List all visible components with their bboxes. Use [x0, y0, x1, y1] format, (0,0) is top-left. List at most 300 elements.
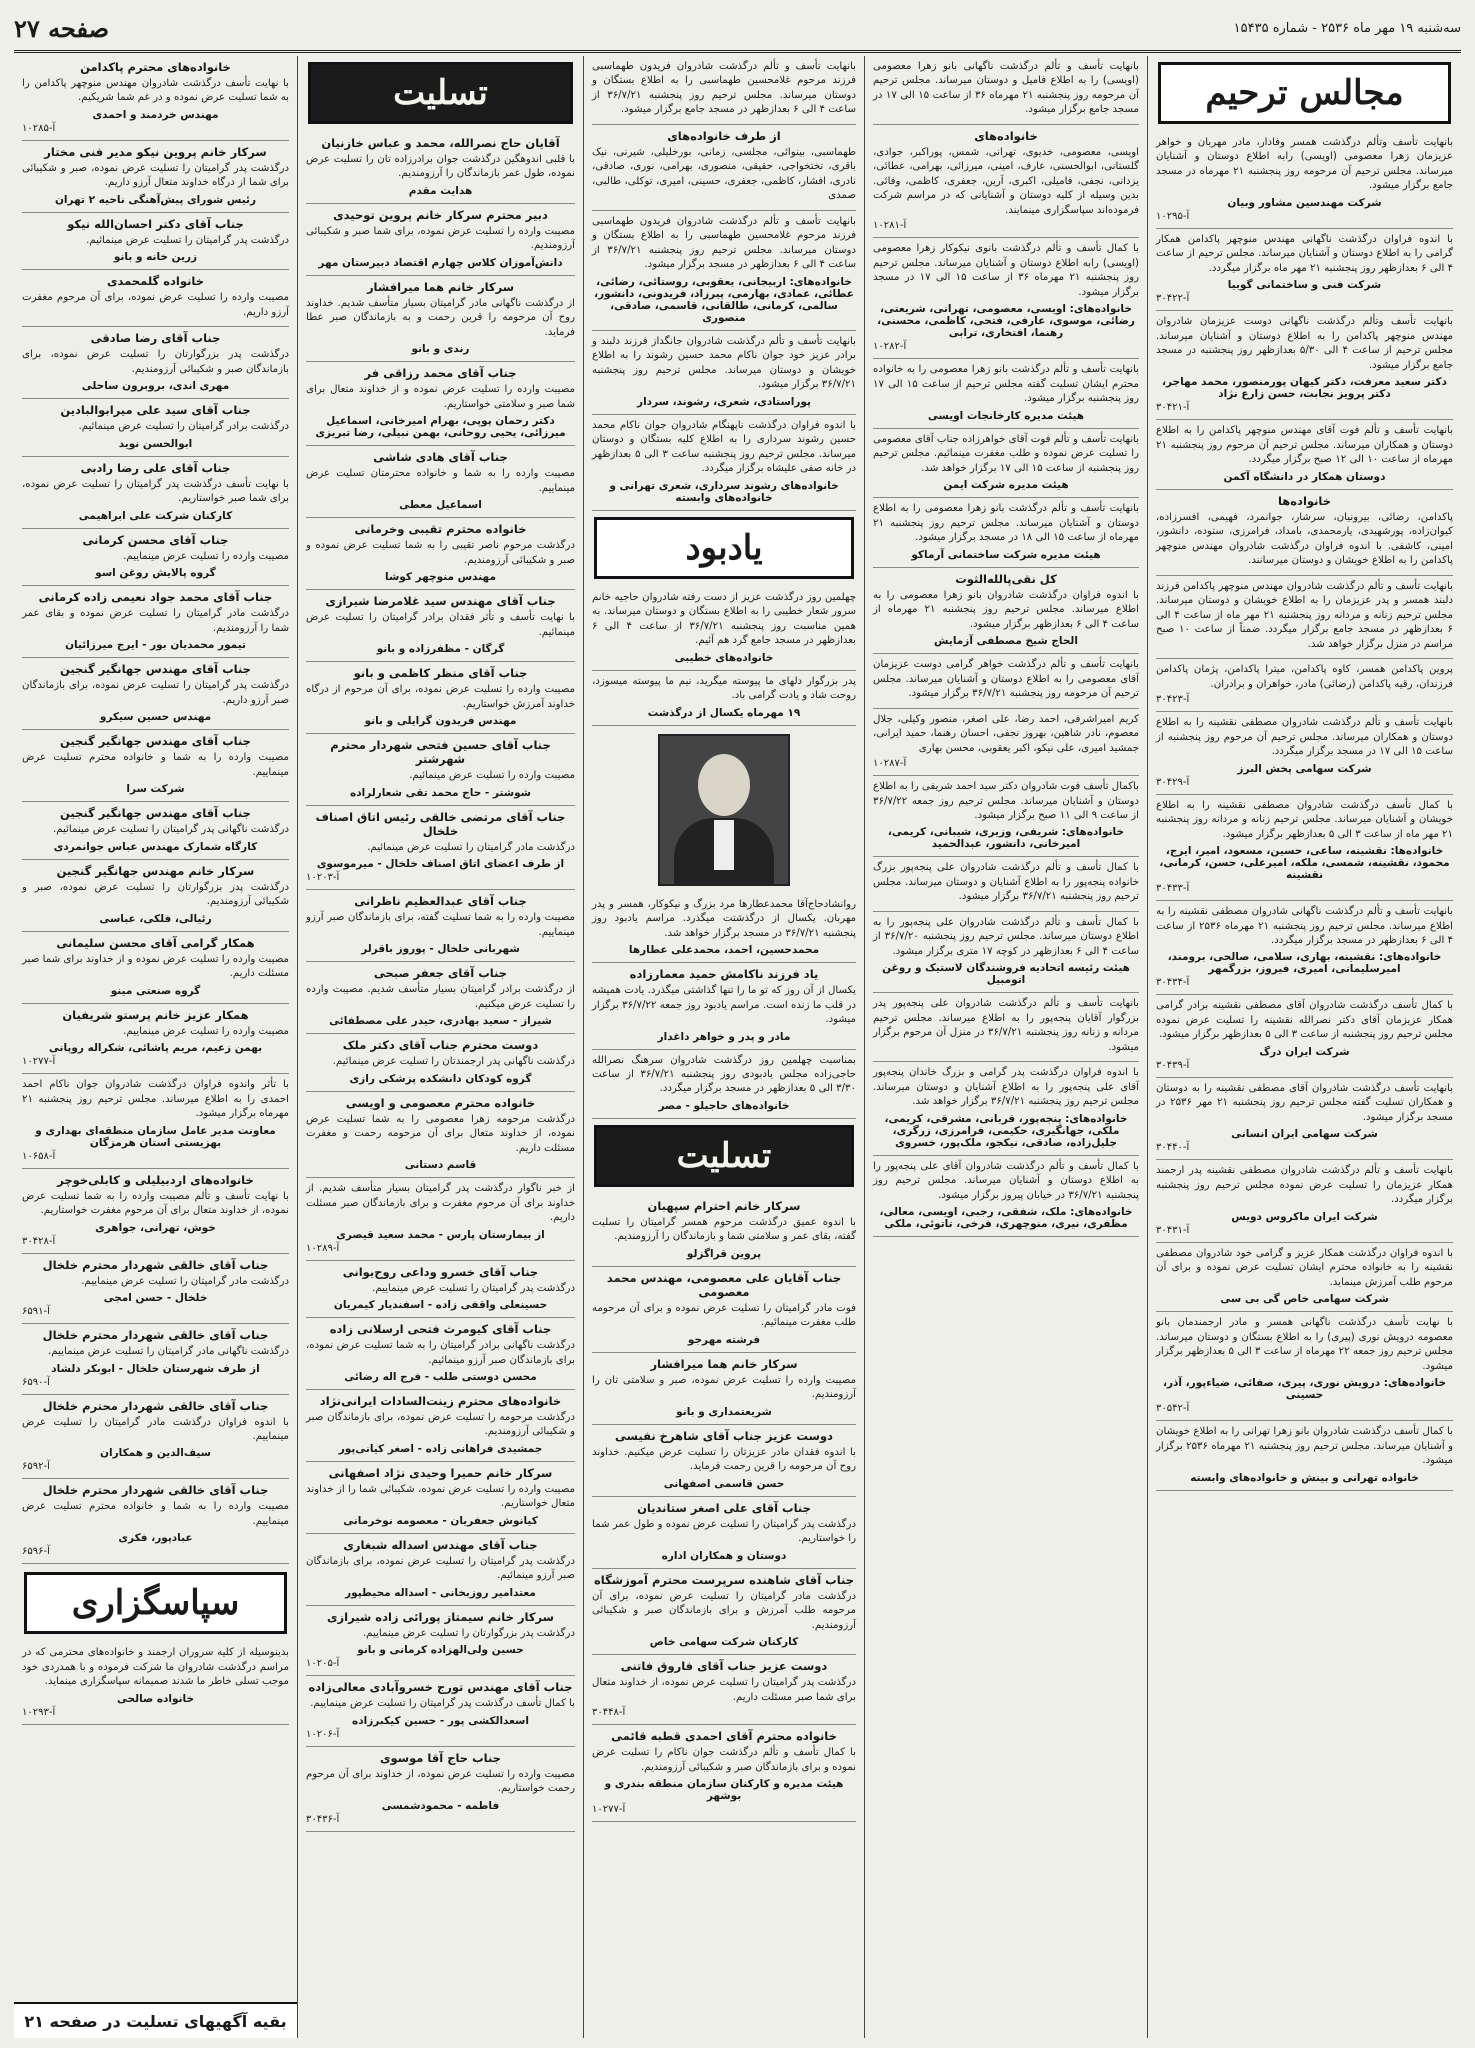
notice-signature: شیراز - سعید بهادری، حیدر علی مصطفائی — [329, 1015, 552, 1028]
notice-body: با اندوه عمیق درگذشت مرحوم همسر گرامیتان را تسلیت گفته، بقای عمر و سلامتی شما و بازماندگان را آرزومندیم. — [592, 1216, 856, 1243]
notice-body: درگذشت مادر گرامیتان را تسلیت عرض مینمائیم. — [367, 841, 575, 853]
notice — [873, 912, 1139, 993]
notice-body: با کمال تأسف و تألم درگذشت بانوی نیکوکار زهرا معصومی (اویسی) رابه اطلاع دوستان و آشنایان میرساند. مجلس ترحیم روز پنجشنبه ۲۱ مهرماه ۳۶ از ساعت ۱۵ الی ۱۷ در مسجد برگزار میشود. — [873, 243, 1140, 298]
notice-code: آ-۶۵۹۲ — [22, 1461, 50, 1473]
notice-body: مصیبت وارده را تسلیت عرض نموده، شکیبائی شما را از خداوند متعال خواستاریم. — [306, 1483, 575, 1510]
notice-signature: گروه صنعتی مینو — [110, 984, 201, 997]
notice — [592, 1353, 856, 1425]
notice-heading: جناب آقای حسین فتحی شهردار محترم شهرشتر — [330, 738, 551, 767]
notice-code: آ-۳۰۴۲۲ — [1156, 293, 1190, 305]
notice-heading: جناب آقای سید علی میرابوالبادین — [60, 403, 251, 418]
banner-tasliat-1-text: تسلیت — [393, 73, 488, 113]
notice-signature: شرکت فنی و ساختمانی گوبیا — [1227, 279, 1382, 292]
notice-body: درگذشت مرحومه زهرا معصومی را به شما تسلیت عرض نموده، از خداوند متعال برای آن مرحومه رحمت و مغفرت مسئلت داریم. — [306, 1113, 575, 1154]
notice-code: آ-۱۰۲۰۵ — [306, 1658, 340, 1670]
notice-body: یکسال از آن روز که تو ما را تنها گذاشتی میگذرد. یادت همیشه در قلب ما زنده است. مراسم یادبود روز جمعه ۳۶/۷/۲۲ برگزار میشود. — [592, 985, 856, 1026]
notice-heading: جناب آقای مهندس اسداله شبغاری — [343, 1537, 538, 1552]
notice-heading: خانواده محترم آقای احمدی قطبه قائمی — [611, 1729, 837, 1744]
notice — [22, 1004, 289, 1074]
column-3-list-a — [592, 56, 856, 511]
notice-signature: حسن قاسمی اصفهانی — [663, 1477, 785, 1490]
notice-heading: دوست محترم جناب آقای دکتر ملک — [342, 1038, 539, 1053]
banner-sepasgozari-text: سپاسگزاری — [71, 1583, 240, 1624]
notice — [592, 1497, 856, 1569]
notice-signature: اسعدالکشی پور - حسین کیکبرزاده — [352, 1714, 529, 1727]
notice-code: آ-۳۰۴۴۰ — [1156, 1142, 1190, 1154]
column-4 — [864, 56, 1147, 2038]
notice-body: با کمال تأسف درگذشت شادروان آقای مصطفی نقشینه برادر گرامی همکار عزیزمان آقای دکتر نصرالله نقشینه را تسلیت عرض نموده مجلس ترحیم روز پنجشنبه از ساعت ۳ الی ۵ بعدازظهر برگزار میشود. — [1156, 1000, 1453, 1041]
notice — [1156, 229, 1453, 311]
notice-body: درگذشت مادر گرامیتان را تسلیت عرض مینماییم. — [81, 1275, 289, 1287]
notice-heading: جناب آقای خالقی شهردار محترم خلخال — [42, 1257, 269, 1272]
notice-heading: دوست عزیز جناب آقای فاروق فاتنی — [620, 1659, 828, 1674]
notice — [22, 457, 289, 529]
notice-signature: مهندس منوچهر کوشا — [385, 571, 496, 584]
notice — [306, 1261, 575, 1318]
notice-signature: خانواده‌های: نقشینه، بهاری، سلامی، صالحی، برومند، امیرسلیمانی، امیری، فیروز، بزرگمهر — [1167, 951, 1442, 976]
notice-body: مصیبت وارده را تسلیت عرض مینماییم. — [123, 550, 289, 562]
notice-signature: خانواده‌های: اویسی، معصومی، تهرانی، شریعتی، رضائی، موسوی، عارفی، فتحی، کاظمی، محسنی، رهنما، افتخاری، ترابی — [877, 303, 1135, 340]
notice-body: مصیبت وارده را تسلیت عرض نموده، از خداوند برای آن مرحوم رحمت خواستاریم. — [306, 1768, 575, 1795]
notice-body: درگذشت پدر گرامیتان را تسلیت عرض مینماییم. — [372, 1282, 575, 1294]
notice-signature: خانواده‌ها: نقشینه، ساعی، حسین، مسعود، امیر، ایرج، محمود، نقشینه، شمسی، ملکه، امیرعلی، حسن، کرمانی، نقشینه — [1159, 845, 1450, 882]
notice-heading: سرکار خانم مهندس جهانگیر گنجین — [56, 863, 255, 878]
notice-signature: عبادپور، فکری — [118, 1532, 193, 1545]
notice-code: آ-۱۰۲۸۲ — [873, 341, 907, 353]
notice-signature: گروه پالایش روغن اسو — [95, 567, 216, 580]
notice-signature: دکتر رحمان پوپی، بهرام امیرخانی، اسماعیل میرزائی، یحیی روحانی، بهمن نبیلی، رضا تبریزی — [315, 415, 566, 440]
notice-signature: گروه کودکان دانشکده پزشکی رازی — [349, 1072, 532, 1085]
notice — [306, 446, 575, 518]
thanks-code: آ-۱۰۲۹۳ — [22, 1706, 56, 1718]
notice-signature: شریعتمداری و بانو — [676, 1405, 772, 1418]
notice-signature: مهندس حسین سیکرو — [99, 711, 212, 724]
notice-body: طهماسبی، بینوائی، مجلسی، زمانی، بورخلیلی، شیرنی، نیک باقری، تختخواجی، حقیقی، منصوری، بهرامی، نوری، صادقی، نادری، افشار، کاظمی، جعفری، حسینی، امیری، توکلی، طالبی، صمدی — [592, 146, 856, 202]
notice-signature: کارگاه شمارک مهندس عباس جوانمردی — [53, 840, 258, 853]
notice — [22, 1254, 289, 1324]
notice-signature: ۱۹ مهرماه یکسال از درگذشت — [647, 706, 801, 719]
notice-body: با کمال تأسف و تألم درگذشت شادروان علی پنجه‌پور بزرگ خانواده پنجه‌پور را به اطلاع آشنایان و دوستان میرساند. مجلس ترحیم روز پنجشنبه ۳۶/۷/۲۱ برگزار میشود. — [873, 862, 1139, 903]
notice-body: بانهایت تأسف و تألم درگذشت شادروان فریدون طهماسبی فرزند مرحوم غلامحسین طهماسبی را به اطلاع بستگان و دوستان میرساند. مجلس ترحیم روز پنجشنبه ۳۶/۷/۲۱ از ساعت ۴ الی ۶ بعدازظهر در مسجد برگزار میشود. — [592, 215, 856, 271]
notice — [1156, 576, 1453, 659]
notice-heading: سرکار خانم احترام سپهبان — [647, 1198, 801, 1213]
notice-heading: خانواده‌های محترم زینت‌السادات ایرانی‌نژاد — [319, 1393, 562, 1408]
notice-body: بانهایت تأسف و تألم درگذشت ناگهانی شادروان مصطفی نقشینه را به اطلاع میرساند. مجلس ترحیم روز پنجشنبه ۲۱ مهرماه ۲۵۳۶ از ساعت ۴ الی ۶ بعدازظهر در مسجد برگزار میگردد. — [1156, 906, 1454, 946]
notice — [592, 1569, 856, 1655]
notice-body: از درگذشت ناگهانی مادر گرامیتان بسیار متأسف شدیم. خداوند روح آن مرحومه را قرین رحمت و به بازماندگان صبر عطا فرماید. — [306, 297, 575, 338]
notice-heading: جناب آقای عبدالعظیم ناظرانی — [354, 894, 527, 909]
notice-body: بانهایت تأسف و تألم درگذشت ناگهانی بانو زهرا معصومی (اویسی) را به اطلاع فامیل و دوستان میرساند. مجلس ترحیم آن مرحومه روز پنجشنبه ۲۱ مهرماه ۳۶ از ساعت ۱۵ الی ۱۷ در مسجد جامع برگزار میشود. — [873, 61, 1140, 116]
thanks-signature: خانواده صالحی — [116, 1692, 195, 1705]
notice — [306, 362, 575, 446]
notice-body: بانهایت تأسف و تألم فوت آقای خواهرزاده جناب آقای معصومی را تسلیت عرض نموده و طلب مغفرت مینمائیم. مجلس ترحیم روز پنجشنبه از ساعت ۱۵ الی ۱۷ برگزار خواهد شد. — [873, 433, 1139, 474]
notice-body: درگذشت پدر بزرگوارتان را تسلیت عرض نموده، برای بازماندگان صبر و شکیبائی آرزومندیم. — [22, 349, 289, 375]
notice — [1156, 795, 1453, 901]
notice-signature: خانواده‌های: درویش نوری، پیری، صفائی، ضیاءپور، آذر، حسینی — [1162, 1377, 1447, 1402]
notice — [22, 860, 289, 932]
notice-signature: شرکت سهامی پخش البرز — [1237, 762, 1372, 775]
notice-body: بمناسبت چهلمین روز درگذشت شادروان سرهنگ نصرالله حاجی‌زاده مجلس یادبودی روز پنجشنبه ۳۶/۷/۲۱ از ساعت ۳/۳۰ الی ۵ بعدازظهر در مسجد برگزار میگردد. — [592, 1054, 856, 1095]
notice-body: با اندوه فراوان درگذشت همکار عزیز و گرامی خود شادروان مصطفی نقشینه را به خانواده محترم ایشان تسلیت عرض نموده و برای آن مرحوم طلب آمرزش مینماید. — [1156, 1247, 1453, 1288]
notice-signature: فاطمه - محمودشمسی — [381, 1799, 500, 1812]
notice-body: بانهایت تأسف وتألم درگذشت همسر وفادار، مادر مهربان و خواهر عزیزمان زهرا معصومی (اویسی) رابه اطلاع دوستان و آشنایان میرساند. مجلس ترحیم آن مرحومه روز پنجشنبه ۲۱ مهرماه در مسجد جامع برگزار میشود. — [1156, 137, 1453, 192]
notice-code: آ-۱۰۲۸۱ — [873, 220, 907, 232]
notice-signature: الحاج شیخ مصطفی آزمایش — [934, 635, 1078, 648]
notice-signature: مهندس فریدون گرایلی و بانو — [364, 715, 517, 728]
notice — [1156, 490, 1453, 576]
notice — [873, 498, 1139, 567]
notice-signature: ابوالحسن نوید — [118, 437, 193, 450]
notice — [1156, 1160, 1453, 1242]
notice — [306, 1534, 575, 1606]
notice-signature: هیئت مدیره کارخانجات اویسی — [927, 409, 1085, 422]
notice-signature: سیف‌الدین و همکاران — [100, 1447, 211, 1460]
notice-heading: آقایان حاج نصرالله، محمد و عباس خازنیان — [321, 136, 560, 150]
notice-body: درگذشت پدر گرامیتان را تسلیت عرض نموده، صبر و شکیبائی برای شما از درگاه خداوند متعال آرزو داریم. — [22, 162, 289, 189]
notice-body: مصیبت وارده را به شما و خانواده محترم تسلیت عرض مینماییم. — [22, 752, 289, 778]
notice-body: درگذشت برادر گرامیتان را تسلیت عرض مینمائیم. — [78, 421, 289, 433]
banner-yadbood-text: یادبود — [685, 527, 763, 568]
notice — [1156, 901, 1453, 995]
notice — [592, 1725, 856, 1822]
notice — [873, 359, 1139, 428]
notice-code: آ-۱۰۲۷۷ — [592, 1804, 626, 1816]
continued-footer — [14, 2002, 297, 2038]
notice-code: آ-۶۵۹۶ — [22, 1546, 50, 1558]
notice — [306, 132, 575, 204]
notice — [873, 1156, 1139, 1237]
notice-signature: محسن دوستی طلب - فرج اله رضائی — [344, 1370, 537, 1383]
notice-code: آ-۶۵۹۱ — [22, 1306, 50, 1318]
notice-signature: رئیس شورای پیش‌آهنگی ناحیه ۲ تهران — [54, 193, 257, 206]
notice — [306, 1092, 575, 1178]
notice-heading: دبیر محترم سرکار خانم پروین توحیدی — [333, 207, 548, 222]
notice-code: آ-۱۰۶۵۸ — [22, 1150, 56, 1162]
notice — [22, 586, 289, 658]
notice-heading: جناب آقای مهندس جهانگیر گنجین — [60, 734, 251, 749]
notice-code: آ-۳۰۴۴۸ — [592, 1707, 626, 1719]
column-2 — [297, 56, 583, 2038]
notice-signature: شوشتر - حاج محمد تقی شعارلراده — [350, 786, 531, 799]
notice-body: با اندوه فراوان درگذشت شادروان بانو زهرا معصومی را به اطلاع میرساند. مجلس ترحیم روز پنجشنبه ۲۱ مهرماه از ساعت ۴ الی ۶ بعدازظهر برگزار میشود. — [873, 589, 1139, 630]
notice-body: درگذشت پدر گرامیتان را تسلیت عرض نموده، از خداوند متعال برای شما صبر مسئلت داریم. — [592, 1677, 856, 1703]
notice-signature: حسین ولی‌الهزاده کرمانی و بانو — [357, 1644, 524, 1657]
notice-heading: خانواده‌های — [974, 128, 1038, 143]
notice-signature: تیمور محمدیان بور - ایرج میرزائیان — [65, 639, 246, 652]
notice-body: پروین پاکدامن همسر، کاوه پاکدامن، میترا پاکدامن، پژمان پاکدامن فرزندان، رقیه پاکدامن (رضائی) مادر، خواهران و برادران. — [1156, 664, 1453, 690]
page-number: صفحه ۲۷ — [14, 13, 110, 43]
notice — [22, 270, 289, 327]
notice-signature: خلخال - حسن امجی — [103, 1292, 208, 1305]
notice — [22, 56, 289, 141]
notice-body: درگذشت پدر گرامیتان را تسلیت عرض نموده، برای بازماندگان صبر آرزو داریم. — [22, 680, 289, 706]
notice-heading: دوست عزیز جناب آقای شاهرخ نفیسی — [615, 1428, 833, 1443]
notice — [22, 327, 289, 399]
notice-body: درگذشت پدر گرامیتان را تسلیت عرض مینمائیم. — [86, 234, 289, 246]
notice — [592, 671, 856, 726]
notice-heading: خانواده محترم معصومی و اویسی — [345, 1095, 536, 1110]
banner-majales — [1158, 62, 1451, 124]
notice-body: با اندوه فراوان درگذشت مادر گرامیتان را تسلیت عرض مینماییم. — [22, 1416, 289, 1442]
banner-yadbood — [594, 517, 854, 579]
notice — [592, 415, 856, 511]
notice-signature: شرکت سهامی خاص گی بی سی — [1220, 1293, 1389, 1306]
notice-code: آ-۶۵۹۰ — [22, 1376, 50, 1388]
notice-signature: محمدحسین، احمد، محمدعلی عطارها — [628, 944, 820, 957]
column-3-list-d — [592, 1195, 856, 1822]
column-4-list — [873, 56, 1139, 1237]
notice-body: مصیبت وارده را تسلیت عرض مینمائیم. — [409, 770, 575, 782]
column-3-list-c — [592, 894, 856, 1119]
notice-body: باکمال تأسف فوت شادروان دکتر سید احمد شریفی را به اطلاع دوستان و آشنایان میرساند. مجلس ترحیم روز جمعه ۳۶/۷/۲۲ از ساعت ۹ الی ۱۱ صبح برگزار میشود. — [873, 781, 1139, 821]
notice-heading: جناب آقای خالقی شهردار محترم خلخال — [42, 1483, 269, 1498]
notice-code: آ-۱۰۲۸۹ — [306, 1242, 340, 1254]
notice — [306, 662, 575, 734]
notice — [306, 806, 575, 890]
notice-heading: جناب آقای مرتضی خالقی رئیس اتاق اصناف خلخال — [315, 809, 566, 838]
notice-signature: شرکت مهندسین مشاور وبیان — [1227, 196, 1382, 209]
notice — [592, 125, 856, 211]
notice — [306, 1390, 575, 1462]
notice-heading: جناب آقایان علی معصومی، مهندس محمد معصومی — [606, 1270, 842, 1299]
notice-body: درگذشت ناگهانی پدر ارجمندتان را تسلیت عرض مینمائیم. — [332, 1056, 575, 1068]
notice-body: با اندوه فقدان مادر عزیزتان را تسلیت عرض میکنیم. خداوند روح آن مرحومه را قرین رحمت فرماید. — [592, 1446, 856, 1473]
notice-body: بانهایت تأسف و تألم درگذشت خواهر گرامی دوست عزیزمان آقای معصومی را به اطلاع دوستان و آشنایان میرساند. مجلس ترحیم آن مرحومه روز پنجشنبه ۳۶/۷/۲۱ برگزار میشود. — [873, 659, 1139, 700]
notice-signature: از بیمارستان پارس - محمد سعید قیصری — [336, 1228, 545, 1241]
banner-sepasgozari — [24, 1572, 287, 1634]
notice-signature: خانواده‌های خطیبی — [674, 651, 774, 664]
notice — [306, 1462, 575, 1534]
notice-heading: جناب آقای شاهنده سرپرست محترم آموزشگاه — [593, 1572, 855, 1587]
notice-body: بانهایت تأسف و تألم درگذشت شادروان مهندس منوچهر پاکدامن فرزند دلبند همسر و پدر عزیزمان را به اطلاع خویشان و دوستان میرساند. مجلس ترحیم زنانه و مردانه روز پنجشنبه ۲۱ مهر ماه از ساعت ۴ الی ۶ بعدازظهر در مسجد جامع برگزار میگردد. ضمناً از ساعت ۱۰ صبح مراسم در منزل برگزار خواهد شد. — [1156, 580, 1453, 650]
notice-heading: جناب آقای محمد جواد نعیمی زاده کرمانی — [38, 590, 273, 605]
notice-signature: خانواده‌های: شریفی، وزیری، شیبانی، کریمی، امیرخانی، دانشور، عبدالحمید — [887, 826, 1125, 851]
banner-tasliat-2-text: تسلیت — [676, 1135, 772, 1176]
notice-body: بانهایت تأسف و تألم فوت آقای مهندس منوچهر پاکدامن را به اطلاع دوستان و همکاران میرساند. مجلس ترحیم آن مرحوم روز پنجشنبه ۲۱ مهرماه از ساعت ۱۰ الی ۱۲ صبح برگزار میگردد. — [1156, 425, 1453, 466]
notice-code: آ-۳۰۴۳۶ — [306, 1813, 340, 1825]
notice-body: بانهایت تأسف و تألم درگذشت بانو زهرا معصومی را به اطلاع دوستان و آشنایان میرساند. مجلس ترحیم روز پنجشنبه ۲۱ مهرماه از ساعت ۱۵ الی ۱۸ در مسجد برگزار میشود. — [873, 503, 1139, 544]
notice — [873, 654, 1139, 708]
notice — [306, 1318, 575, 1390]
notice-heading: جناب آقای مهندس جهانگیر گنجین — [60, 662, 251, 677]
notice-signature: از طرف شهرستان خلخال - ابوبکر دلشاد — [51, 1362, 260, 1375]
notice — [22, 213, 289, 270]
notice-heading: جناب آقای دکتر احسان‌الله نیکو — [67, 216, 244, 231]
notice-body: با نهایت تأسف درگذشت پدر گرامیتان را تسلیت عرض نموده، برای شما صبر خواستاریم. — [22, 478, 289, 505]
notice-code: آ-۳۰۴۳۴ — [1156, 977, 1190, 989]
notice-body: مصیبت وارده را تسلیت عرض نموده، برای شما صبر و شکیبائی آرزومندیم. — [306, 225, 575, 252]
notice-heading: از طرف خانواده‌های — [667, 128, 781, 143]
notice-heading: خانواده محترم تقیبی وخرمانی — [354, 522, 527, 537]
notice — [592, 894, 856, 963]
notice-signature: از طرف اعضای اتاق اصناف خلخال - میرموسوی — [316, 858, 565, 871]
notice-body: مصیبت وارده را تسلیت عرض نموده و از خداوند برای شما صبر مسئلت داریم. — [22, 953, 289, 980]
notice-body: مصیبت وارده را تسلیت عرض نموده، برای آن مرحوم از درگاه خداوند آمرزش خواستاریم. — [306, 684, 575, 710]
notice-signature: خانواده تهرانی و بینش و خانواده‌های وابسته — [1190, 1471, 1419, 1484]
notice-body: با اندوه فراوان درگذشت ناپهنگام شادروان جوان ناکام محمد حسین رشوند سرداری را به اطلاع کلیه بستگان و دوستان میرساند. مجلس ترحیم روز پنجشنبه ساعت ۳ الی ۵ بعدازظهر در خانه صفی علیشاه برگزار میگردد. — [592, 419, 857, 475]
notice — [1156, 659, 1453, 712]
notice — [873, 568, 1139, 654]
notice-signature: خانواده‌های حاجیلو - مصر — [658, 1099, 790, 1112]
notice — [306, 276, 575, 362]
notice-heading: خانواده گلمحمدی — [106, 274, 205, 289]
banner-tasliat-1 — [308, 62, 573, 124]
notice-heading: جناب آقای مهندس تورج خسروآبادی معالی‌زاده — [308, 1680, 573, 1695]
banner-majales-text: مجالس ترحیم — [1205, 73, 1404, 113]
notice — [22, 1324, 289, 1394]
notice-body: درگذشت پدر بزرگوارتان را تسلیت عرض مینماییم. — [362, 1627, 575, 1639]
notice-body: درگذشت مادر گرامیتان را تسلیت عرض نموده و بقای عمر شما را آرزومندیم. — [22, 608, 289, 634]
notice-heading: سرکار خانم هما میرافشار — [366, 279, 515, 294]
notice-code: آ-۳۰۴۲۹ — [1156, 776, 1190, 788]
notice-heading: جناب آقای محمد رزاقی فر — [364, 366, 517, 381]
notice-code: آ-۱۰۲۸۵ — [22, 122, 56, 134]
notice — [22, 802, 289, 859]
notice-body: با نهایت تأسف و تألم مصیبت وارده را به شما تسلیت عرض نموده، از خداوند متعال برای آن مرحوم مغفرت خواستاریم. — [22, 1190, 289, 1217]
notice-signature: دوستان و همکاران اداره — [661, 1549, 787, 1562]
notice — [873, 993, 1139, 1062]
notice-body: درگذشت مادر گرامیتان را تسلیت عرض نموده، برای آن مرحومه طلب آمرزش و برای بازماندگان صبر و شکیبائی آرزومندیم. — [592, 1590, 856, 1631]
notice-signature: شهربانی خلخال - پوروز باقرلر — [361, 943, 520, 956]
thanks-body: بدینوسیله از کلیه سروران ارجمند و خانواده‌های محترمی که در مراسم درگذشت شادروان ما شرکت فرموده و با همدردی خود موجب تسلی خاطر ما شدند صمیمانه سپاسگزاری مینماید. — [22, 1647, 289, 1688]
notice-heading: سرکار خانم سیمتاز پورائی زاده شیرازی — [327, 1609, 554, 1624]
continued-text: بقیه آگهیهای تسلیت در صفحه ۲۱ — [24, 2011, 287, 2031]
column-1-list — [22, 56, 289, 1564]
notice-heading: همکار عزیز خانم پرستو شریفیان — [62, 1007, 249, 1022]
notice-signature: کیانوش جعفریان - معصومه نوخرمانی — [343, 1514, 538, 1527]
notice — [22, 730, 289, 802]
notice — [592, 963, 856, 1049]
notice-code: آ-۳۰۴۳۳ — [1156, 883, 1190, 895]
notice-body: بانهایت تأسف و تألم درگذشت شادروان مصطفی نقشینه پدر ارجمند همکار عزیزمان را تسلیت عرض نموده مجلس ترحیم روز پنجشنبه برگزار میگردد. — [1156, 1165, 1453, 1206]
notice-heading: جناب آقای خسرو وداعی روح‌یوانی — [342, 1264, 539, 1279]
notice-signature: معاونت مدیر عامل سازمان منطقه‌ای بهداری و بهزیستی استان هرمزگان — [35, 1124, 276, 1149]
banner-tasliat-2 — [594, 1125, 854, 1187]
notice-body: با نهایت تأسف درگذشت ناگهانی همسر و مادر ارجمندمان بانو معصومه درویش نوری (پیری) را به اطلاع بستگان و دوستان میرساند. مجلس ترحیم روز جمعه ۲۲ مهرماه از ساعت ۳ الی ۵ بعدازظهر برگزار میشود. — [1156, 1317, 1453, 1372]
notice-body: بانهایت تأسف و تألم درگذشت شادروان علی پنجه‌پور پدر بزرگوار آقایان پنجه‌پور را به اطلاع میرساند. مجلس ترحیم مردانه و زنانه روز پنجشنبه ۳۶/۷/۲۱ در منزل آن مرحوم برگزار میشود. — [873, 998, 1140, 1053]
notice-code: آ-۱۰۲۷۷ — [22, 1056, 56, 1068]
notice-body: مصیبت وارده را تسلیت عرض نموده و از خداوند متعال برای شما صبر و سلامتی خواستاریم. — [306, 384, 575, 410]
notice-signature: هیئت رئیسه اتحادیه فروشندگان لاستیک و روغن اتومبیل — [882, 962, 1130, 987]
notice — [873, 1062, 1139, 1155]
column-3-list-b — [592, 587, 856, 726]
notice-signature: خانواده‌های: ملک، شفقی، رجبی، اویسی، معالی، مظفری، نیری، منوچهری، فرخی، تاتوئی، ملکی — [879, 1206, 1133, 1231]
notice-body: با کمال تأسف درگذشت شادروان بانو زهرا تهرانی را به اطلاع خویشان و آشنایان میرساند. مجلس ترحیم روز پنجشنبه ۲۱ مهرماه ۲۵۳۶ برگزار میشود. — [1156, 1426, 1453, 1467]
portrait-photo — [658, 734, 790, 886]
notice — [22, 141, 289, 213]
notice-heading: جناب حاج آقا موسوی — [380, 1750, 501, 1765]
notice-body: درگذشت پدر بزرگوارتان را تسلیت عرض نموده، صبر و شکیبائی آرزومندیم. — [22, 881, 289, 908]
thanks-notice — [22, 1642, 289, 1724]
notice-body: درگذشت ناگهانی مادر گرامیتان را تسلیت عرض مینماییم. — [48, 1346, 289, 1358]
notice — [592, 1267, 856, 1353]
notice — [592, 587, 856, 671]
notice-code: آ-۱۰۲۸۷ — [873, 758, 907, 770]
notice-signature: خانواده‌های رشوند سرداری، شعری تهرانی و خانواده‌های وابسته — [609, 479, 839, 504]
notice-body: مصیبت وارده را به شما تسلیت گفته، برای بازماندگان صبر آرزو مینماییم. — [306, 912, 575, 938]
notice-body: مصیبت وارده را تسلیت عرض نموده، برای آن مرحوم مغفرت آرزو داریم. — [22, 292, 289, 318]
notice-signature: بهمن زعیم، مریم پاشائی، شکراله روپانی — [48, 1042, 263, 1055]
notice-body: با کمال تأسف و تألم درگذشت جوان ناکام را تسلیت عرض نموده و برای بازماندگان صبر و شکیبائی آرزومندیم. — [592, 1747, 856, 1773]
notice-body: از درگذشت برادر گرامیتان بسیار متأسف شدیم. مصیبت وارده را تسلیت عرض میکنیم. — [306, 984, 575, 1010]
notice — [1156, 1243, 1453, 1312]
notice — [306, 1178, 575, 1260]
notice-body: مصیبت وارده را به شما و خانواده محترم تسلیت عرض مینماییم. — [22, 1501, 289, 1527]
notice — [873, 56, 1139, 125]
notice-signature: شرکت سرا — [126, 783, 185, 796]
notice — [1156, 311, 1453, 420]
notice-signature: پروین قراگزلو — [686, 1247, 762, 1260]
notice-signature: اسماعیل معطی — [399, 499, 482, 512]
notice-signature: گرگان - مظفرزاده و بانو — [376, 643, 505, 656]
notice — [1156, 132, 1453, 229]
notice-body: درگذشت مرحومه را تسلیت عرض نموده، برای بازماندگان صبر و شکیبائی آرزومندیم. — [306, 1411, 575, 1438]
notice-body: با تأثر واندوه فراوان درگذشت شادروان جوان ناکام احمد احمدی را به اطلاع میرساند. مجلس ترحیم روز پنجشنبه ۲۱ مهرماه برگزار میشود. — [22, 1079, 289, 1120]
notice-heading: کل نقی‌پالله‌الثوت — [955, 571, 1057, 586]
notice-body: مصیبت وارده را تسلیت عرض مینماییم. — [123, 1025, 289, 1037]
notice-body: بانهایت تأسف و تألم درگذشت شادروان مصطفی نقشینه را به اطلاع دوستان و همکاران میرساند. مجلس ترحیم آن مرحوم روز پنجشنبه از ساعت ۱۵ الی ۱۷ در مسجد برگزار میگردد. — [1156, 717, 1453, 758]
notice-heading: سرکار خانم هما میرافشار — [650, 1356, 798, 1371]
notice — [306, 204, 575, 276]
notice-heading: جناب آقای منظر کاظمی و بانو — [353, 666, 528, 681]
notice-body: درگذشت مرحوم ناصر تقیبی را به شما تسلیت عرض نموده و صبر و شکیبائی آرزومندیم. — [306, 540, 575, 566]
notice-heading: جناب آقای کیومرث فتحی ارسلانی زاده — [329, 1322, 552, 1337]
notice — [592, 1425, 856, 1497]
notice-signature: خانواده‌های: اربیجانی، یعقوبی، روستائی، رضائی، عطائی، عمادی، بهارمی، پیرزاد، فریدونی، دانشور، سالمی، کرمانی، طالقانی، قاسمی، صادقی، منصوری — [594, 275, 854, 324]
notice — [873, 238, 1139, 359]
column-1 — [14, 56, 297, 2038]
notice-signature: شرکت ایران درگ — [1259, 1045, 1350, 1058]
notice-body: پدر بزرگوار دلهای ما پیوسته میگرید، نیم ما پیوسته میسوزد، روحت شاد و یادت گرامی باد. — [592, 675, 856, 702]
notice-heading: جناب آقای رضا صادقی — [90, 331, 221, 346]
notice — [1156, 1078, 1453, 1160]
notice — [592, 1050, 856, 1119]
notice — [306, 1676, 575, 1746]
column-3 — [583, 56, 864, 2038]
column-2-list — [306, 132, 575, 1832]
notice — [592, 1195, 856, 1267]
notice-signature: مهری اندی، بروبرون ساحلی — [81, 380, 230, 393]
notice-code: آ-۱۰۲۰۶ — [306, 1728, 340, 1740]
notice-body: چهلمین روز درگذشت عزیز از دست رفته شادروان حاجیه خانم سرور شعار خطیبی را به اطلاع بستگان و دوستان میرساند. به همین مناسبت روز پنجشنبه ۳۶/۷/۲۱ از ساعت ۴ الی ۶ بعدازظهر در مسجد جامع گرد هم آئیم. — [592, 591, 856, 647]
notice-code: آ-۱۰۲۰۳ — [306, 872, 340, 884]
notice-signature: هدایت مقدم — [408, 184, 473, 197]
notice-code: آ-۳۰۴۲۱ — [1156, 402, 1190, 414]
notice-signature: قاسم دستانی — [404, 1159, 477, 1172]
notice-signature: شرکت ایران ماکروس دویس — [1231, 1210, 1378, 1223]
notice-body: پاکدامن، رضائی، بیرونیان، سرشار، جوانمرد، فهیمی، افسرزاده، کیوان‌زاده، پورشهیدی، یارمحمدی، بامداد، فرامرزی، ستوده، دانشور، امینی، کاشفی. با اندوه فراوان درگذشت شادروان مهندس منوچهر پاکدامن را به اطلاع خویشان و دوستان میرسانند. — [1156, 511, 1453, 567]
notice-signature: کارکنان شرکت علی ابراهیمی — [78, 509, 233, 522]
notice-code: آ-۳۰۵۴۲ — [1156, 1403, 1190, 1415]
notice-signature: مادر و پدر و خواهر داغدار — [657, 1030, 791, 1043]
column-5 — [1147, 56, 1461, 2038]
notice — [1156, 712, 1453, 794]
page-header — [14, 6, 1461, 53]
notice-body: با نهایت تأسف و تأثر فقدان برادر گرامیتان را تسلیت عرض مینمائیم. — [306, 612, 575, 638]
notice-code: آ-۳۰۴۲۳ — [1156, 694, 1190, 706]
notice — [1156, 995, 1453, 1077]
notice — [306, 962, 575, 1034]
notice-signature: رئیالی، فلکی، عباسی — [99, 912, 212, 925]
notice-body: مصیبت وارده را تسلیت عرض نموده، صبر و سلامتی تان را آرزومندیم. — [592, 1374, 856, 1401]
notice-signature: دوستان همکار در دانشگاه آکمن — [1223, 470, 1386, 483]
column-5-list — [1156, 132, 1453, 1491]
notice-body: اویسی، معصومی، خدیوی، تهرانی، شمس، پوراکبر، جوادی، گلستانی، ابوالحسنی، عارف، امینی، میرزائی، بهرامی، عطائی، یزدانی، نجفی، فامیلی، اکبری، آرین، جعفری، کاظمی، وفائی. بدین وسیله از کلیه دوستان و آشنایانی که در مراسم شرکت فرموده‌اند سپاسگزاری مینمایند. — [873, 146, 1139, 216]
notice-code: آ-۱۰۲۹۵ — [1156, 210, 1190, 222]
notice-heading: یاد فرزند ناکامش حمید معمارزاده — [629, 967, 819, 982]
date-line: سه‌شنبه ۱۹ مهر ماه ۲۵۳۶ - شماره ۱۵۴۳۵ — [1233, 20, 1461, 36]
notice-heading: جناب آقای محسن کرمانی — [82, 532, 229, 547]
